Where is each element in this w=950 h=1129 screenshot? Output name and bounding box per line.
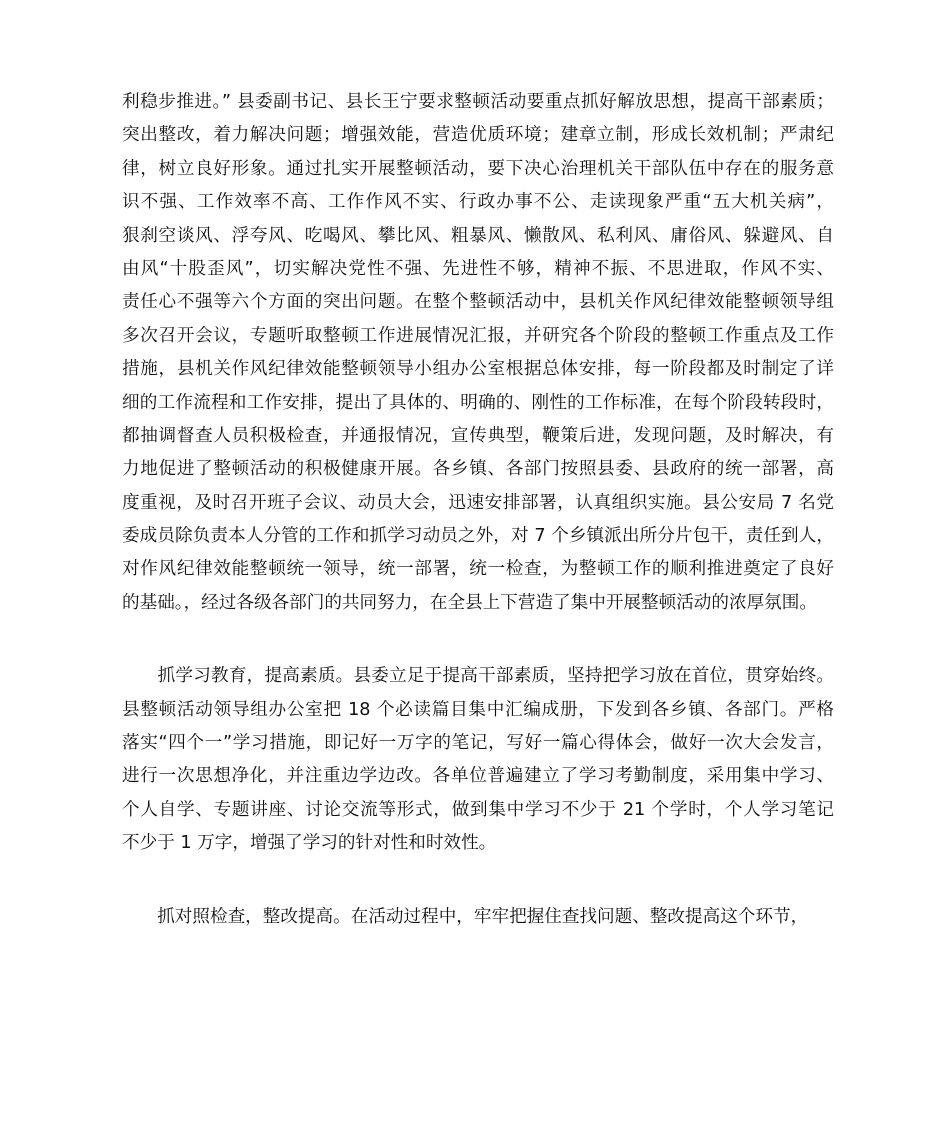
text-line: 的基础。，经过各级各部门的共同努力，在全县上下营造了集中开展整顿活动的浓厚氛围。	[122, 592, 817, 613]
text-line: 律，树立良好形象。通过扎实开展整顿活动，要下决心治理机关干部队伍中存在的服务意	[122, 158, 834, 179]
text-line: 抓学习教育，提高素质。县委立足于提高干部素质，坚持把学习放在首位，贯穿始终。	[122, 666, 834, 687]
text-line: 识不强、工作效率不高、工作作风不实、行政办事不公、走读现象严重“五大机关病”，	[122, 192, 834, 213]
text-line: 度重视，及时召开班子会议、动员大会，迅速安排部署，认真组织实施。县公安局 7 名党	[122, 492, 834, 513]
text-line: 措施，县机关作风纪律效能整顿领导小组办公室根据总体安排，每一阶段都及时制定了详	[122, 359, 834, 380]
text-line: 责任心不强等六个方面的突出问题。在整个整顿活动中，县机关作风纪律效能整顿领导组	[122, 292, 834, 313]
text-line: 都抽调督查人员积极检查，并通报情况，宣传典型，鞭策后进，发现问题，及时解决，有	[122, 425, 834, 446]
text-line: 由风“十股歪风”，切实解决党性不强、先进性不够，精神不振、不思进取，作风不实、	[122, 258, 834, 279]
text-line: 力地促进了整顿活动的积极健康开展。各乡镇、各部门按照县委、县政府的统一部署，高	[122, 459, 834, 480]
text-line: 利稳步推进。” 县委副书记、县长王宁要求整顿活动要重点抓好解放思想，提高干部素质；	[122, 92, 834, 112]
text-line: 不少于 1 万字，增强了学习的针对性和时效性。	[122, 833, 497, 854]
paragraph-gap	[0, 620, 950, 660]
text-line: 突出整改，着力解决问题；增强效能，营造优质环境；建章立制，形成长效机制；严肃纪	[122, 125, 834, 146]
text-line: 个人自学、专题讲座、讨论交流等形式，做到集中学习不少于 21 个学时，个人学习笔记	[122, 799, 834, 820]
text-line: 委成员除负责本人分管的工作和抓学习动员之外，对 7 个乡镇派出所分片包干，责任到人，	[122, 526, 834, 547]
paragraph-2	[122, 660, 834, 860]
text-line: 狠刹空谈风、浮夸风、吃喝风、攀比风、粗暴风、懒散风、私利风、庸俗风、躲避风、自	[122, 225, 834, 246]
paragraph-gap	[0, 861, 950, 901]
text-line: 对作风纪律效能整顿统一领导，统一部署，统一检查，为整顿工作的顺利推进奠定了良好	[122, 559, 834, 580]
paragraph-1	[122, 86, 834, 620]
text-line: 多次召开会议，专题听取整顿工作进展情况汇报，并研究各个阶段的整顿工作重点及工作	[122, 325, 834, 346]
text-line: 县整顿活动领导组办公室把 18 个必读篇目集中汇编成册，下发到各乡镇、各部门。严格	[122, 699, 834, 720]
text-line: 进行一次思想净化，并注重边学边改。各单位普遍建立了学习考勤制度，采用集中学习、	[122, 766, 834, 787]
paragraph-3	[122, 901, 834, 934]
text-line: 细的工作流程和工作安排，提出了具体的、明确的、刚性的工作标准，在每个阶段转段时，	[122, 392, 834, 413]
text-line: 落实“四个一”学习措施，即记好一万字的笔记，写好一篇心得体会，做好一次大会发言，	[122, 733, 834, 754]
text-line: 抓对照检查，整改提高。在活动过程中，牢牢把握住查找问题、整改提高这个环节，	[122, 906, 809, 927]
